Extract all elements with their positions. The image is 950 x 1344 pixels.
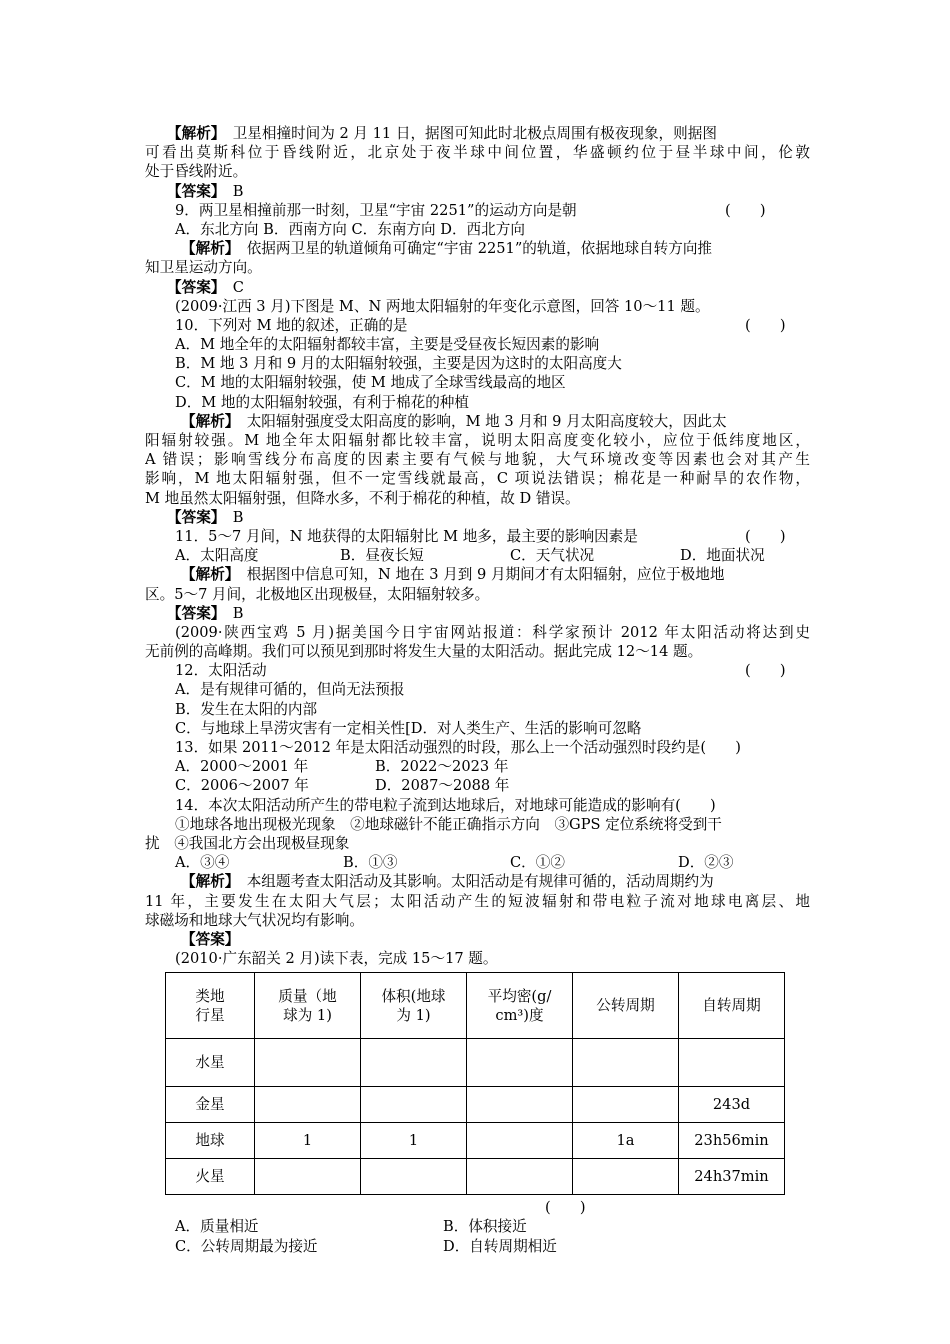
table-cell: [573, 1159, 679, 1195]
intro-12-14-line-2: 无前例的高峰期。我们可以预见到那时将发生大量的太阳活动。据此完成 12～14 题。: [145, 643, 703, 661]
table-cell: [255, 1087, 361, 1123]
q14-option-c: C．①②: [510, 854, 565, 872]
q10-stem: 10．下列对 M 地的叙述，正确的是 ( ): [175, 316, 786, 334]
q10-analysis-line-4: 影响，M 地太阳辐射强，但不一定雪线就最高，C 项说法错误；棉花是一种耐旱的农作物，: [145, 470, 810, 488]
answer-value: B: [232, 604, 244, 622]
q14-stem: 14．本次太阳活动所产生的带电粒子流到达地球后，对地球可能造成的影响有( ): [175, 796, 716, 814]
q10-option-d: D．M 地的太阳辐射较强，有利于棉花的种植: [175, 393, 469, 411]
analysis-label: 【解析】: [181, 412, 233, 430]
q9-answer: 【答案】 C: [167, 278, 244, 296]
table-cell: 金星: [166, 1087, 255, 1123]
q14-answer: 【答案】: [181, 930, 233, 948]
planet-table-wrapper: [145, 968, 810, 1198]
q14-option-d: D．②③: [678, 854, 734, 872]
q10-analysis-line-3: A 错误；影响雪线分布高度的因素主要有气候与地貌，大气环境改变等因素也会对其产生: [145, 451, 810, 469]
q15-option-d: D．自转周期相近: [443, 1237, 557, 1255]
table-cell: [467, 1123, 573, 1159]
table-cell: 1a: [573, 1123, 679, 1159]
q8-analysis-line-3: 处于昏线附近。: [145, 163, 248, 181]
planet-table: [165, 972, 785, 1195]
table-cell: 23h56min: [679, 1123, 785, 1159]
q13-option-a: A．2000～2001 年: [175, 758, 309, 776]
q8-analysis-line-1: 【解析】 卫星相撞时间为 2 月 11 日，据图可知此时北极点周围有极夜现象，则据图: [167, 125, 717, 142]
table-cell: 1: [361, 1123, 467, 1159]
analysis-label: 【解析】: [181, 240, 233, 258]
q12-stem: 12．太阳活动 ( ): [175, 662, 786, 680]
intro-15-17: (2010·广东韶关 2 月)读下表，完成 15～17 题。: [175, 950, 498, 968]
q15-option-b: B．体积接近: [443, 1218, 527, 1236]
header-cell: 自转周期: [679, 973, 785, 1039]
q15-options-row-1: [145, 1217, 810, 1236]
table-cell: [361, 1087, 467, 1123]
q13-option-b: B．2022～2023 年: [375, 758, 509, 776]
q15-option-a: A．质量相近: [175, 1218, 259, 1236]
q15-paren-line: [145, 1198, 810, 1217]
q10-analysis-line-2: 阳辐射较强。M 地全年太阳辐射都比较丰富，说明太阳高度变化较小，应位于低纬度地区，: [145, 432, 810, 449]
answer-paren: ( ): [745, 316, 786, 334]
analysis-label: 【解析】: [181, 566, 233, 584]
q14-items-line-2: 扰 ④我国北方会出现极昼现象: [145, 834, 350, 852]
answer-paren: ( ): [745, 662, 786, 680]
table-header-row: [166, 973, 785, 1039]
table-cell: [679, 1039, 785, 1087]
q13-option-d: D．2087～2088 年: [375, 777, 510, 795]
q10-option-c: C．M 地的太阳辐射较强，使 M 地成了全球雪线最高的地区: [175, 374, 566, 392]
q14-analysis-line-2: 11 年，主要发生在太阳大气层；太阳活动产生的短波辐射和带电粒子流对地球电离层、地: [145, 892, 810, 910]
table-row: [166, 1087, 785, 1123]
table-cell: [467, 1039, 573, 1087]
q9-options: A．东北方向 B．西南方向 C．东南方向 D．西北方向: [175, 220, 525, 238]
q13-stem: 13．如果 2011～2012 年是太阳活动强烈的时段，那么上一个活动强烈时段约是( ): [175, 739, 741, 756]
q8-answer: 【答案】 B: [167, 182, 244, 200]
q13-options-row-1: [145, 757, 810, 776]
table-cell: [573, 1039, 679, 1087]
table-cell: 火星: [166, 1159, 255, 1195]
answer-paren: ( ): [545, 1199, 586, 1217]
q11-answer: 【答案】 B: [167, 604, 244, 622]
header-cell: 公转周期: [573, 973, 679, 1039]
table-cell: [361, 1159, 467, 1195]
table-cell: [467, 1087, 573, 1123]
q11-stem: 11．5～7 月间，N 地获得的太阳辐射比 M 地多，最主要的影响因素是 ( ): [175, 527, 786, 545]
table-cell: [255, 1039, 361, 1087]
table-cell: 地球: [166, 1123, 255, 1159]
q11-analysis-line-2: 区。5～7 月间，北极地区出现极昼，太阳辐射较多。: [145, 585, 490, 603]
table-row: [166, 1159, 785, 1195]
q11-options: [145, 546, 810, 565]
q12-option-a: A．是有规律可循的，但尚无法预报: [175, 681, 405, 699]
q8-analysis-line-2: 可看出莫斯科位于昏线附近，北京处于夜半球中间位置，华盛顿约位于昼半球中间，伦敦: [145, 144, 810, 162]
intro-12-14-line-1: (2009·陕西宝鸡 5 月)据美国今日宇宙网站报道：科学家预计 2012 年太阳活动将达到史: [175, 623, 810, 641]
header-cell: 平均密(g/ cm³)度: [467, 973, 573, 1039]
q9-analysis-line-2: 知卫星运动方向。: [145, 259, 262, 277]
answer-paren: ( ): [745, 527, 786, 545]
q10-option-a: A．M 地全年的太阳辐射都较丰富，主要是受昼夜长短因素的影响: [175, 336, 600, 354]
table-cell: 24h37min: [679, 1159, 785, 1195]
table-cell: 1: [255, 1123, 361, 1159]
q12-option-cd: C．与地球上旱涝灾害有一定相关性[D．对人类生产、生活的影响可忽略: [175, 719, 642, 737]
table-cell: 243d: [679, 1087, 785, 1123]
q14-items-line-1: ①地球各地出现极光现象 ②地球磁针不能正确指示方向 ③GPS 定位系统将受到干: [175, 815, 722, 833]
header-cell: 体积(地球 为 1): [361, 973, 467, 1039]
answer-value: C: [232, 278, 244, 296]
q13-options-row-2: [145, 776, 810, 795]
table-cell: [361, 1039, 467, 1087]
answer-paren: ( ): [725, 201, 766, 219]
q9-analysis-line-1: 【解析】 依据两卫星的轨道倾角可确定“宇宙 2251”的轨道，依据地球自转方向推: [181, 240, 713, 258]
q9-stem: 9．两卫星相撞前那一时刻，卫星“宇宙 2251”的运动方向是朝 ( ): [175, 201, 766, 219]
q11-option-d: D．地面状况: [680, 547, 765, 565]
q14-analysis-line-1: 【解析】 本组题考查太阳活动及其影响。太阳活动是有规律可循的，活动周期约为: [181, 873, 714, 891]
q11-option-a: A．太阳高度: [175, 547, 259, 565]
q14-analysis-line-3: 球磁场和地球大气状况均有影响。: [145, 911, 364, 929]
analysis-label: 【解析】: [167, 125, 219, 142]
document-page: [145, 124, 810, 1256]
table-row: [166, 1039, 785, 1087]
q14-option-b: B．①③: [343, 854, 398, 872]
table-cell: [467, 1159, 573, 1195]
q14-option-a: A．③④: [175, 854, 230, 872]
q10-answer: 【答案】 B: [167, 508, 244, 526]
answer-value: B: [232, 508, 244, 526]
header-cell: 质量（地 球为 1): [255, 973, 361, 1039]
q10-analysis-line-1: 【解析】 太阳辐射强度受太阳高度的影响，M 地 3 月和 9 月太阳高度较大，因此太: [181, 412, 727, 430]
table-cell: [573, 1087, 679, 1123]
q15-options-row-2: [145, 1237, 810, 1256]
q14-options: [145, 853, 810, 872]
header-cell: 类地 行星: [166, 973, 255, 1039]
q10-analysis-line-5: M 地虽然太阳辐射强，但降水多，不利于棉花的种植，故 D 错误。: [145, 489, 580, 507]
intro-10-11: (2009·江西 3 月)下图是 M、N 两地太阳辐射的年变化示意图，回答 10～11 题。: [175, 297, 710, 315]
q15-option-c: C．公转周期最为接近: [175, 1237, 318, 1255]
q10-option-b: B．M 地 3 月和 9 月的太阳辐射较强，主要是因为这时的太阳高度大: [175, 355, 622, 373]
q11-analysis-line-1: 【解析】 根据图中信息可知，N 地在 3 月到 9 月期间才有太阳辐射，应位于极地地: [181, 566, 725, 584]
q12-option-b: B．发生在太阳的内部: [175, 700, 318, 718]
q11-option-b: B．昼夜长短: [340, 547, 424, 565]
answer-value: B: [232, 182, 244, 200]
q13-option-c: C．2006～2007 年: [175, 777, 309, 795]
q11-option-c: C．天气状况: [510, 547, 595, 565]
table-cell: 水星: [166, 1039, 255, 1087]
table-row: [166, 1123, 785, 1159]
analysis-label: 【解析】: [181, 873, 233, 891]
table-cell: [255, 1159, 361, 1195]
